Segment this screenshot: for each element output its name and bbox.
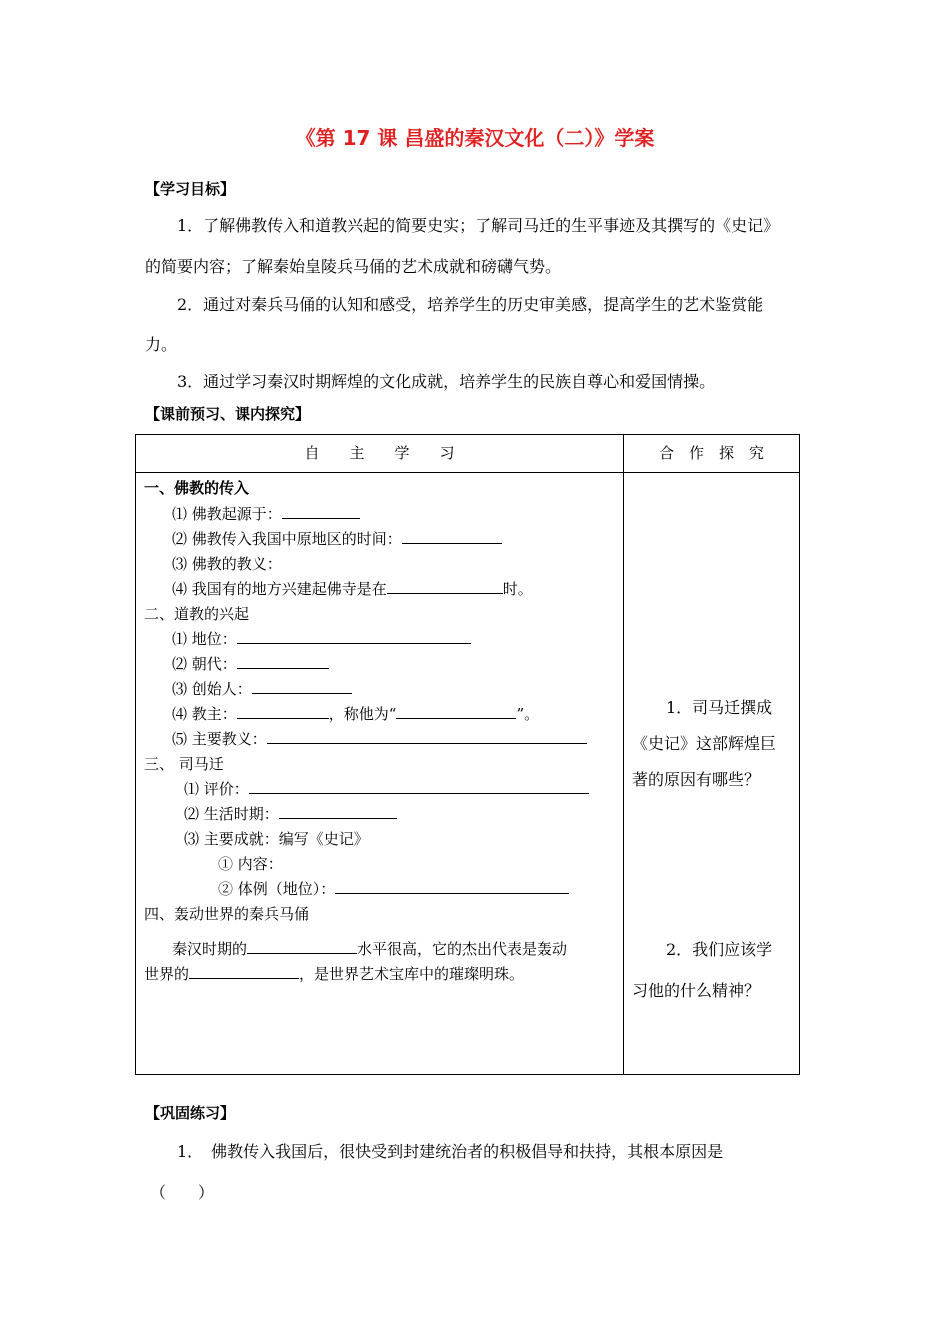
section-4-line-1 xyxy=(172,938,567,959)
section-3-question-1-label: ⑴ 评价： xyxy=(184,780,249,798)
study-table xyxy=(135,434,800,1075)
answer-blank[interactable] xyxy=(247,939,357,954)
section-2-question-4-middle: ，称他为“ xyxy=(328,705,397,723)
section-1-title: 一、佛教的传入 xyxy=(144,479,250,497)
section-1-question-2 xyxy=(172,528,502,549)
answer-blank[interactable] xyxy=(252,679,352,694)
section-3-question-3b xyxy=(218,878,569,899)
section-4-line-2-start: 世界的 xyxy=(144,965,190,983)
section-3-question-2-label: ⑵ 生活时期： xyxy=(184,805,279,823)
self-study-cell xyxy=(136,473,624,1075)
section-4-line-2-end: ，是世界艺术宝库中的璀璨明珠。 xyxy=(299,965,525,983)
objective-2-line-2: 力。 xyxy=(145,335,178,354)
practice-question-1-line-1: 1． 佛教传入我国后，很快受到封建统治者的积极倡导和扶持，其根本原因是 xyxy=(177,1142,724,1161)
section-4-line-1-end: 水平很高，它的杰出代表是轰动 xyxy=(357,940,568,958)
section-2-question-3 xyxy=(172,678,352,699)
cooperative-question-1-line-2: 《史记》这部辉煌巨 xyxy=(632,734,777,753)
objectives-heading: 【学习目标】 xyxy=(145,180,236,198)
document-title: 《第 17 课 昌盛的秦汉文化（二）》学案 xyxy=(295,126,655,150)
practice-question-1-line-2: （ ） xyxy=(150,1183,215,1202)
section-3-question-3a: ① 内容： xyxy=(218,855,283,873)
answer-blank[interactable] xyxy=(396,704,516,719)
section-2-question-1 xyxy=(172,628,471,649)
answer-blank[interactable] xyxy=(189,964,299,979)
section-1-question-3: ⑶ 佛教的教义： xyxy=(172,555,282,573)
section-1-question-4 xyxy=(172,578,533,599)
section-3-title: 三、 司马迁 xyxy=(144,755,224,773)
section-2-question-5-label: ⑸ 主要教义： xyxy=(172,730,267,748)
objective-1-line-1: 1．了解佛教传入和道教兴起的简要史实；了解司马迁的生平事迹及其撰写的《史记》 xyxy=(177,216,780,235)
self-study-header: 自 主 学 习 xyxy=(304,444,455,462)
objective-2-line-1: 2．通过对秦兵马俑的认知和感受，培养学生的历史审美感，提高学生的艺术鉴赏能 xyxy=(177,295,764,314)
section-1-question-1-label: ⑴ 佛教起源于： xyxy=(172,505,282,523)
answer-blank[interactable] xyxy=(402,529,502,544)
section-2-title: 二、道教的兴起 xyxy=(144,605,250,623)
section-2-question-1-label: ⑴ 地位： xyxy=(172,630,237,648)
preview-heading: 【课前预习、课内探究】 xyxy=(145,405,311,423)
cooperative-question-2-line-1: 2．我们应该学 xyxy=(666,940,773,959)
cooperative-header: 合 作 探 究 xyxy=(658,444,764,462)
section-4-line-1-start: 秦汉时期的 xyxy=(172,940,248,958)
cooperative-cell xyxy=(624,473,800,1075)
answer-blank[interactable] xyxy=(387,579,503,594)
section-3-question-3b-label: ② 体例（地位）： xyxy=(218,880,336,898)
section-4-line-2 xyxy=(144,963,524,984)
cooperative-question-2-line-2: 习他的什么精神？ xyxy=(632,981,761,1000)
section-2-question-4-suffix: ”。 xyxy=(516,705,540,723)
section-1-question-2-label: ⑵ 佛教传入我国中原地区的时间： xyxy=(172,530,402,548)
section-4-title: 四、轰动世界的秦兵马俑 xyxy=(144,905,310,923)
section-2-question-4 xyxy=(172,703,539,724)
answer-blank[interactable] xyxy=(237,654,329,669)
section-1-question-4-suffix: 时。 xyxy=(502,580,533,598)
section-2-question-2-label: ⑵ 朝代： xyxy=(172,655,237,673)
section-2-question-3-label: ⑶ 创始人： xyxy=(172,680,252,698)
cooperative-header-cell xyxy=(624,435,800,473)
answer-blank[interactable] xyxy=(249,779,589,794)
self-study-header-cell xyxy=(136,435,624,473)
section-2-question-4-label: ⑷ 教主： xyxy=(172,705,237,723)
objective-3: 3．通过学习秦汉时期辉煌的文化成就，培养学生的民族自尊心和爱国情操。 xyxy=(177,372,716,391)
answer-blank[interactable] xyxy=(282,504,360,519)
cooperative-question-1-line-1: 1．司马迁撰成 xyxy=(666,698,773,717)
section-3-question-2 xyxy=(184,803,397,824)
practice-heading: 【巩固练习】 xyxy=(145,1104,236,1122)
objective-1-line-2: 的简要内容；了解秦始皇陵兵马俑的艺术成就和磅礴气势。 xyxy=(145,257,562,276)
answer-blank[interactable] xyxy=(279,804,397,819)
section-3-question-1 xyxy=(184,778,589,799)
section-1-question-4-label: ⑷ 我国有的地方兴建起佛寺是在 xyxy=(172,580,387,598)
answer-blank[interactable] xyxy=(237,704,329,719)
section-3-question-3: ⑶ 主要成就：编写《史记》 xyxy=(184,830,369,848)
answer-blank[interactable] xyxy=(335,879,569,894)
section-2-question-2 xyxy=(172,653,329,674)
answer-blank[interactable] xyxy=(267,729,587,744)
section-1-question-1 xyxy=(172,503,360,524)
section-2-question-5 xyxy=(172,728,587,749)
answer-blank[interactable] xyxy=(237,629,471,644)
cooperative-question-1-line-3: 著的原因有哪些？ xyxy=(632,770,761,789)
